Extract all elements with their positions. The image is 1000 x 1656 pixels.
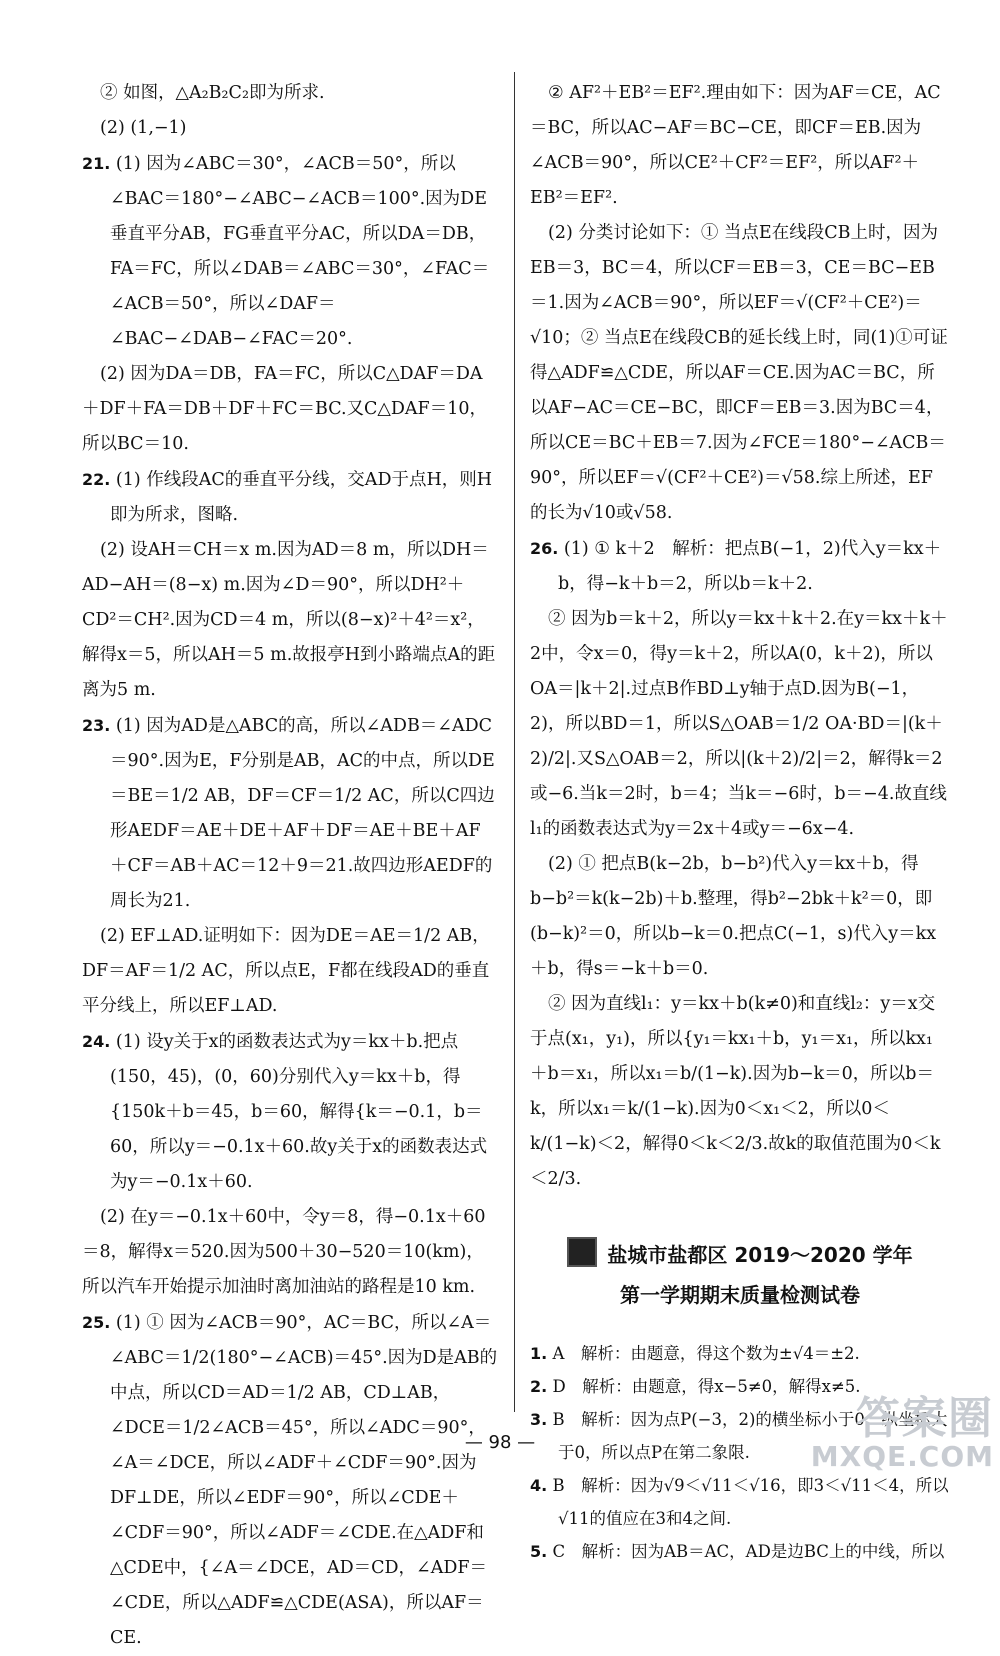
paragraph: ② 因为b＝k＋2，所以y＝kx＋k＋2.在y＝kx＋k＋2中，令x＝0，得y＝k＋2，所以A(0，k＋2)，所以OA＝|k＋2|.过点B作BD⊥y轴于点D.因为B(−1，2)，所以BD＝1，所以S△OAB＝1/2 OA·BD＝|(k＋2)/2|.又S△OAB＝2，所以|(k＋2)/2|＝2，解得k＝2或−6.当k＝2时，b＝4；当k＝−6时，b＝−4.故直线l₁的函数表达式为y＝2x＋4或y＝−6x−4.	[530, 609, 948, 839]
section-title	[530, 1235, 950, 1315]
answer-number: 2.	[530, 1377, 548, 1396]
section-title-line-2: 第一学期期末质量检测试卷	[620, 1283, 860, 1307]
question-number: 26.	[530, 539, 559, 558]
answer-text: D 解析：由题意，得x−5≠0，解得x≠5.	[552, 1377, 861, 1396]
watermark-logo	[810, 1393, 994, 1473]
answer-item	[530, 1337, 950, 1370]
question-23	[82, 708, 498, 919]
answer-number: 3.	[530, 1410, 548, 1429]
question-number: 23.	[82, 716, 111, 735]
answer-item	[530, 1469, 950, 1535]
watermark-text: 答案圈	[856, 1393, 994, 1444]
answer-text: A 解析：由题意，得这个数为±√4＝±2.	[552, 1344, 860, 1363]
question-24	[82, 1024, 498, 1200]
answer-number: 1.	[530, 1344, 548, 1363]
paragraph: (2) ① 把点B(k−2b，b−b²)代入y＝kx＋b，得b−b²＝k(k−2b)＋b.整理，得b²−2bk＋k²＝0，即(b−k)²＝0，所以b−k＝0.把点C(−1，s)代入y＝kx＋b，得s＝−k＋b＝0.	[530, 854, 937, 979]
right-column	[530, 76, 950, 1568]
paragraph: ② AF²＋EB²＝EF².理由如下：因为AF＝CE，AC＝BC，所以AC−AF＝BC−CE，即CF＝EB.因为∠ACB＝90°，所以CE²＋CF²＝EF²，所以AF²＋EB²＝EF².	[530, 83, 941, 208]
answer-text: B 解析：因为√9＜√11＜√16，即3＜√11＜4，所以√11的值应在3和4之间.	[552, 1476, 949, 1528]
question-number: 24.	[82, 1032, 111, 1051]
column-divider	[514, 72, 515, 1412]
question-text: (1) 作线段AC的垂直平分线，交AD于点H，则H即为所求，图略.	[110, 470, 492, 525]
answer-text: C 解析：因为AB＝AC，AD是边BC上的中线，所以	[552, 1542, 945, 1561]
paragraph: ② 如图，△A₂B₂C₂即为所求.	[100, 83, 325, 103]
section-title-line-1: 盐城市盐都区 2019～2020 学年	[607, 1243, 913, 1267]
question-text: (1) 因为AD是△ABC的高，所以∠ADB＝∠ADC＝90°.因为E，F分别是AB，AC的中点，所以DE＝BE＝1/2 AB，DF＝CF＝1/2 AC，所以C四边形AEDF＝AE＋DE＋AF＋DF＝AE＋BE＋AF＋CF＝AB＋AC＝12＋9＝21.故四边形AEDF的周长为21.	[110, 716, 495, 911]
question-21	[82, 146, 498, 357]
question-25	[82, 1305, 498, 1656]
question-number: 25.	[82, 1313, 111, 1332]
page-number: — 98 —	[464, 1432, 536, 1453]
paragraph: (2) 设AH＝CH＝x m.因为AD＝8 m，所以DH＝AD−AH＝(8−x) m.因为∠D＝90°，所以DH²＋CD²＝CH².因为CD＝4 m，所以(8−x)²＋4²＝x²，解得x＝5，所以AH＝5 m.故报亭H到小路端点A的距离为5 m.	[82, 540, 496, 700]
question-26	[530, 531, 950, 602]
left-column	[82, 76, 498, 1656]
watermark-url: MXQE.COM	[810, 1440, 994, 1473]
answer-text: B 解析：因为点P(−3，2)的横坐标小于0，纵坐标大于0，所以点P在第二象限.	[552, 1410, 948, 1462]
answer-number: 4.	[530, 1476, 548, 1495]
paragraph: (2) 在y＝−0.1x＋60中，令y＝8，得−0.1x＋60＝8，解得x＝520.因为500＋30−520＝10(km)，所以汽车开始提示加油时离加油站的路程是10 km.	[82, 1207, 486, 1297]
answer-number: 5.	[530, 1542, 548, 1561]
paragraph: (2) EF⊥AD.证明如下：因为DE＝AE＝1/2 AB，DF＝AF＝1/2 AC，所以点E，F都在线段AD的垂直平分线上，所以EF⊥AD.	[82, 926, 490, 1016]
section-marker-icon	[567, 1237, 597, 1267]
question-number: 22.	[82, 470, 111, 489]
paragraph: (2) 分类讨论如下：① 当点E在线段CB上时，因为EB＝3，BC＝4，所以CF＝EB＝3，CE＝BC−EB＝1.因为∠ACB＝90°，所以EF＝√(CF²＋CE²)＝√10；② 当点E在线段CB的延长线上时，同(1)①可证得△ADF≌△CDE，所以AF＝CE.因为AC＝BC，所以AF−AC＝CE−BC，即CF＝EB＝3.因为BC＝4，所以CE＝BC＋EB＝7.因为∠FCE＝180°−∠ACB＝90°，所以EF＝√(CF²＋CE²)＝√58.综上所述，EF的长为√10或√58.	[530, 223, 948, 523]
paragraph: (2) 因为DA＝DB，FA＝FC，所以C△DAF＝DA＋DF＋FA＝DB＋DF＋FC＝BC.又C△DAF＝10，所以BC＝10.	[82, 364, 487, 454]
question-text: (1) 因为∠ABC＝30°，∠ACB＝50°，所以∠BAC＝180°−∠ABC−∠ACB＝100°.因为DE垂直平分AB，FG垂直平分AC，所以DA＝DB，FA＝FC，所以∠DAB＝∠ABC＝30°，∠FAC＝∠ACB＝50°，所以∠DAF＝∠BAC−∠DAB−∠FAC＝20°.	[110, 154, 490, 349]
question-text: (1) 设y关于x的函数表达式为y＝kx＋b.把点(150，45)，(0，60)分别代入y＝kx＋b，得{150k＋b＝45，b＝60，解得{k＝−0.1，b＝60，所以y＝−0.1x＋60.故y关于x的函数表达式为y＝−0.1x＋60.	[110, 1032, 488, 1192]
question-number: 21.	[82, 154, 111, 173]
question-22	[82, 462, 498, 533]
answer-item	[530, 1535, 950, 1568]
question-text: (1) ① k＋2 解析：把点B(−1，2)代入y＝kx＋b，得−k＋b＝2，所以b＝k＋2.	[558, 539, 942, 594]
paragraph: ② 因为直线l₁：y＝kx＋b(k≠0)和直线l₂：y＝x交于点(x₁，y₁)，所以{y₁＝kx₁＋b，y₁＝x₁，所以kx₁＋b＝x₁，所以x₁＝b/(1−k).因为b−k＝0，所以b＝k，所以x₁＝k/(1−k).因为0＜x₁＜2，所以0＜k/(1−k)＜2，解得0＜k＜2/3.故k的取值范围为0＜k＜2/3.	[530, 994, 941, 1189]
paragraph: (2) (1,−1)	[100, 118, 187, 138]
question-text: (1) ① 因为∠ACB＝90°，AC＝BC，所以∠A＝∠ABC＝1/2(180°−∠ACB)＝45°.因为D是AB的中点，所以CD＝AD＝1/2 AB，CD⊥AB，∠DCE＝1/2∠ACB＝45°，所以∠ADC＝90°，∠A＝∠DCE，所以∠ADF＋∠CDF＝90°.因为DF⊥DE，所以∠EDF＝90°，所以∠CDE＋∠CDF＝90°，所以∠ADF＝∠CDE.在△ADF和△CDE中，{∠A＝∠DCE，AD＝CD，∠ADF＝∠CDE，所以△ADF≌△CDE(ASA)，所以AF＝CE.	[110, 1313, 498, 1648]
